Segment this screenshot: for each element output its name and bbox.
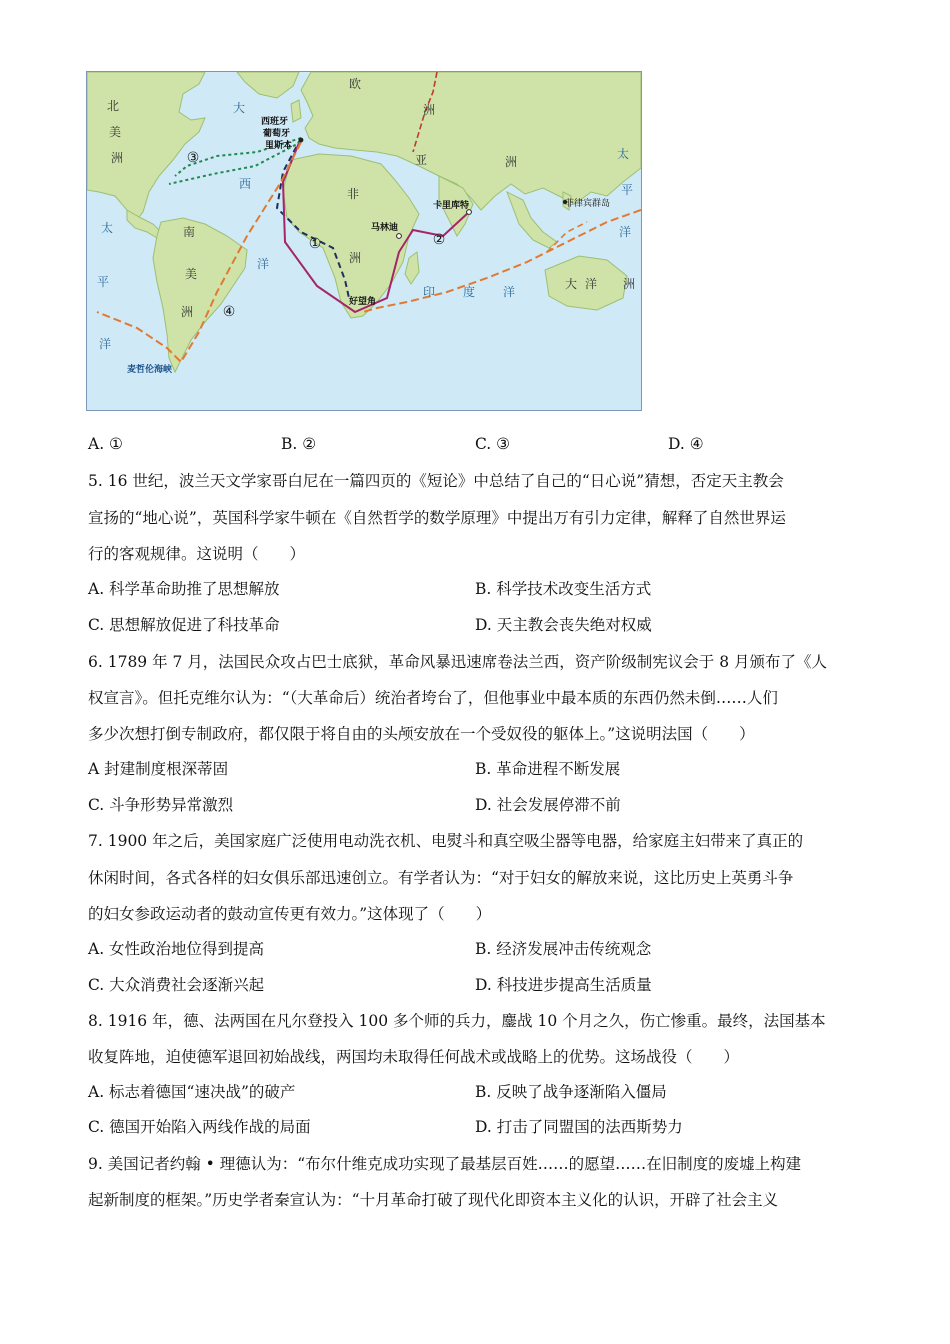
q8-stem-line: 收复阵地，迫使德军退回初始战线，两国均未取得任何战术或战略上的优势。这场战役（ ） xyxy=(88,1048,740,1066)
label-pac-r-2: 平 xyxy=(620,183,634,197)
route-map xyxy=(86,71,642,411)
label-atlantic-west: 西 xyxy=(238,177,252,191)
route-marker-4: ④ xyxy=(222,304,236,320)
route-marker-2: ② xyxy=(432,232,446,248)
q7-stem-line: 7. 1900 年之后，美国家庭广泛使用电动洗衣机、电熨斗和真空吸尘器等电器，给家庭主妇带来了真正的 xyxy=(88,832,804,850)
label-lisbon: 里斯本 xyxy=(265,141,293,151)
q8-option-d: D. 打击了同盟国的法西斯势力 xyxy=(475,1118,683,1136)
q9-stem-line: 9. 美国记者约翰 • 理德认为：“布尔什维克成功实现了最基层百姓……的愿望……在旧制度的废墟上构建 xyxy=(88,1155,802,1173)
label-pac-l-1: 太 xyxy=(100,221,114,235)
label-pac-l-2: 平 xyxy=(96,275,110,289)
q5-option-a: A. 科学革命助推了思想解放 xyxy=(88,580,280,598)
q6-stem-line: 权宣言》。但托克维尔认为：“（大革命后）统治者垮台了，但他事业中最本质的东西仍然未倒……人们 xyxy=(88,689,778,707)
q5-option-b: B. 科学技术改变生活方式 xyxy=(475,580,652,598)
q4-option-d: D. ④ xyxy=(668,435,704,453)
malindi-dot xyxy=(397,234,402,239)
britain-land xyxy=(291,100,301,122)
q6-option-d: D. 社会发展停滞不前 xyxy=(475,796,621,814)
q7-stem-line: 的妇女参政运动者的鼓动宣传更有效力。”这体现了（ ） xyxy=(88,905,492,923)
label-atlantic-top: 大 xyxy=(232,101,246,115)
q6-option-b: B. 革命进程不断发展 xyxy=(475,760,621,778)
q6-option-a: A 封建制度根深蒂固 xyxy=(88,760,229,778)
q7-option-d: D. 科技进步提高生活质量 xyxy=(475,976,652,994)
q5-option-c: C. 思想解放促进了科技革命 xyxy=(88,616,280,634)
label-europe-1: 欧 xyxy=(348,77,362,91)
q5-option-d: D. 天主教会丧失绝对权威 xyxy=(475,616,652,634)
q4-option-c: C. ③ xyxy=(475,435,511,453)
label-asia-1: 亚 xyxy=(414,153,428,167)
q5-stem-line: 行的客观规律。这说明（ ） xyxy=(88,545,306,563)
label-asia-2: 洲 xyxy=(504,155,518,169)
label-pac-r-1: 太 xyxy=(616,147,630,161)
q7-option-c: C. 大众消费社会逐渐兴起 xyxy=(88,976,265,994)
label-philippines: 菲律宾群岛 xyxy=(565,199,611,209)
q8-option-c: C. 德国开始陷入两线作战的局面 xyxy=(88,1118,311,1136)
label-sa-2: 美 xyxy=(184,267,198,281)
label-europe-2: 洲 xyxy=(422,103,436,117)
label-africa-2: 洲 xyxy=(348,251,362,265)
lisbon-dot xyxy=(299,138,304,143)
q8-option-b: B. 反映了战争逐渐陷入僵局 xyxy=(475,1083,667,1101)
route-marker-3: ③ xyxy=(186,150,200,166)
route-marker-1: ① xyxy=(308,236,322,252)
q7-option-b: B. 经济发展冲击传统观念 xyxy=(475,940,652,958)
label-magellan: 麦哲伦海峡 xyxy=(127,365,173,375)
label-pac-l-3: 洋 xyxy=(98,337,112,351)
q6-option-c: C. 斗争形势异常激烈 xyxy=(88,796,234,814)
label-cape: 好望角 xyxy=(349,297,377,307)
label-na-1: 北 xyxy=(106,99,120,113)
q6-stem-line: 多少次想打倒专制政府，都仅限于将自由的头颅安放在一个受奴役的躯体上。”这说明法国（ ） xyxy=(88,725,755,743)
label-oceania-3: 洲 xyxy=(622,277,636,291)
label-calicut: 卡里库特 xyxy=(433,201,470,211)
q5-stem-line: 5. 16 世纪，波兰天文学家哥白尼在一篇四页的《短论》中总结了自己的“日心说”猜想，否定天主教会 xyxy=(88,472,784,490)
label-oceania-1: 大 xyxy=(564,277,578,291)
q5-stem-line: 宣扬的“地心说”，英国科学家牛顿在《自然哲学的数学原理》中提出万有引力定律，解释了自然世界运 xyxy=(88,509,786,527)
q9-stem-line: 起新制度的框架。”历史学者秦宣认为：“十月革命打破了现代化即资本主义化的认识，开辟了社会主义 xyxy=(88,1191,779,1209)
label-atlantic-south: 洋 xyxy=(256,257,270,271)
q8-option-a: A. 标志着德国“速决战”的破产 xyxy=(88,1083,296,1101)
label-indian-2: 度 xyxy=(462,285,476,299)
q4-option-b: B. ② xyxy=(281,435,317,453)
label-spain: 西班牙 xyxy=(261,117,289,127)
label-na-3: 洲 xyxy=(110,151,124,165)
label-sa-1: 南 xyxy=(182,225,196,239)
q7-option-a: A. 女性政治地位得到提高 xyxy=(88,940,265,958)
q8-stem-line: 8. 1916 年，德、法两国在凡尔登投入 100 多个师的兵力，鏖战 10 个月之久，伤亡惨重。最终，法国基本 xyxy=(88,1012,826,1030)
label-africa-1: 非 xyxy=(346,187,360,201)
label-indian-3: 洋 xyxy=(502,285,516,299)
label-sa-3: 洲 xyxy=(180,305,194,319)
q7-stem-line: 休闲时间，各式各样的妇女俱乐部迅速创立。有学者认为：“对于妇女的解放来说，这比历史上英勇斗争 xyxy=(88,869,794,887)
q4-option-a: A. ① xyxy=(88,435,123,453)
label-na-2: 美 xyxy=(108,125,122,139)
label-pac-r-3: 洋 xyxy=(618,225,632,239)
label-malindi: 马林迪 xyxy=(371,223,399,233)
label-oceania-2: 洋 xyxy=(584,277,598,291)
label-indian-1: 印 xyxy=(422,285,436,299)
route-map-svg xyxy=(87,72,641,410)
label-portugal: 葡萄牙 xyxy=(263,129,291,139)
q6-stem-line: 6. 1789 年 7 月，法国民众攻占巴士底狱，革命风暴迅速席卷法兰西，资产阶级制宪议会于 8 月颁布了《人 xyxy=(88,653,828,671)
